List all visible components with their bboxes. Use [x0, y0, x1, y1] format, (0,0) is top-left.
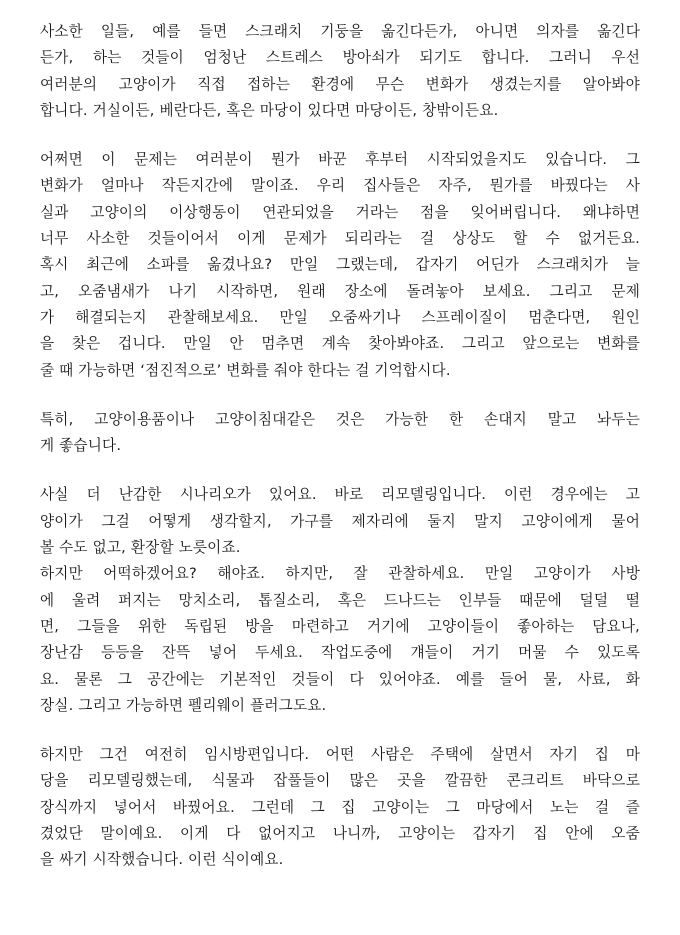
text-line: 양이가 그걸 어떻게 생각할지, 가구를 제자리에 둘지 말지 고양이에게 물어	[40, 512, 640, 530]
text-line: 을 찾은 겁니다. 만일 안 멈추면 계속 찾아봐야죠. 그리고 앞으로는 변화를	[40, 335, 640, 353]
text-line: 혹시 최근에 소파를 옮겼나요? 만일 그랬는데, 갑자기 어딘가 스크래치가 늘	[40, 256, 640, 274]
text-line: 사실 더 난감한 시나리오가 있어요. 바로 리모델링입니다. 이런 경우에는 고	[40, 486, 640, 504]
text-line: 든가, 하는 것들이 엄청난 스트레스 방아쇠가 되기도 합니다. 그러니 우선	[40, 49, 640, 67]
paragraph-cat-supplies	[40, 407, 640, 460]
text-line: 변화가 얼마나 작든지간에 말이죠. 우리 집사들은 자주, 뭔가를 바꿨다는 사	[40, 177, 640, 195]
paragraph-remodeling	[40, 482, 640, 561]
text-line: 줄 때 가능하면 ‘점진적으로’ 변화를 줘야 한다는 걸 기억합시다.	[40, 361, 451, 379]
text-line: 실과 고양이의 이상행동이 연관되었을 거라는 점을 잊어버립니다. 왜냐하면	[40, 203, 640, 221]
text-line: 하지만 어떡하겠어요? 해야죠. 하지만, 잘 관찰하세요. 만일 고양이가 사방	[40, 565, 640, 583]
text-line: 겼었단 말이예요. 이게 다 없어지고 나니까, 고양이는 갑자기 집 안에 오줌	[40, 825, 640, 843]
text-line: 어쩌면 이 문제는 여러분이 뭔가 바꾼 후부터 시작되었을지도 있습니다. 그	[40, 151, 640, 169]
paragraph-yard-example	[40, 742, 640, 873]
text-line: 게 좋습니다.	[40, 437, 122, 455]
text-line: 에 울려 퍼지는 망치소리, 톱질소리, 혹은 드나드는 인부들 때문에 덜덜 떨	[40, 591, 640, 609]
text-line: 장실. 그리고 가능하면 펠리웨이 플러그도요.	[40, 696, 327, 714]
text-line: 을 싸기 시작했습니다. 이런 식이예요.	[40, 851, 284, 869]
text-line: 가 해결되는지 관찰해보세요. 만일 오줌싸기나 스프레이질이 멈춘다면, 원인	[40, 308, 640, 326]
text-line: 당을 리모델링했는데, 식물과 잡풀들이 많은 곳을 깔끔한 콘크리트 바닥으로	[40, 772, 640, 790]
text-line: 볼 수도 없고, 환장할 노릇이죠.	[40, 539, 241, 557]
text-line: 장난감 등등을 잔뜩 넣어 두세요. 작업도중에 걔들이 거기 머물 수 있도록	[40, 644, 640, 662]
text-line: 장식까지 넣어서 바꿨어요. 그런데 그 집 고양이는 그 마당에서 노는 걸 즐	[40, 798, 640, 816]
text-line: 고, 오줌냄새가 나기 시작하면, 원래 장소에 돌려놓아 보세요. 그리고 문제	[40, 282, 640, 300]
document-page	[40, 19, 640, 897]
paragraph-after-change	[40, 147, 640, 384]
text-line: 너무 사소한 것들이어서 이게 문제가 되리라는 걸 상상도 할 수 없거든요.	[40, 230, 640, 248]
text-line: 사소한 일들, 예를 들면 스크래치 기둥을 옮긴다든가, 아니면 의자를 옮긴다	[40, 23, 640, 40]
text-line: 특히, 고양이용품이나 고양이침대같은 것은 가능한 한 손대지 말고 놔두는	[40, 410, 640, 428]
text-line: 요. 물론 그 공간에는 기본적인 것들이 다 있어야죠. 예를 들어 물, 사료, 화	[40, 670, 640, 688]
text-line: 여러분의 고양이가 직접 접하는 환경에 무슨 변화가 생겼는지를 알아봐야	[40, 75, 640, 93]
text-line: 하지만 그건 여전히 임시방편입니다. 어떤 사람은 주택에 살면서 자기 집 마	[40, 746, 640, 764]
paragraph-safe-room	[40, 561, 640, 719]
text-line: 합니다. 거실이든, 베란다든, 혹은 마당이 있다면 마당이든, 창밖이든요.	[40, 101, 499, 119]
text-line: 면, 그들을 위한 독립된 방을 마련하고 거기에 고양이들이 좋아하는 담요나,	[40, 617, 640, 635]
paragraph-small-changes	[40, 19, 640, 124]
